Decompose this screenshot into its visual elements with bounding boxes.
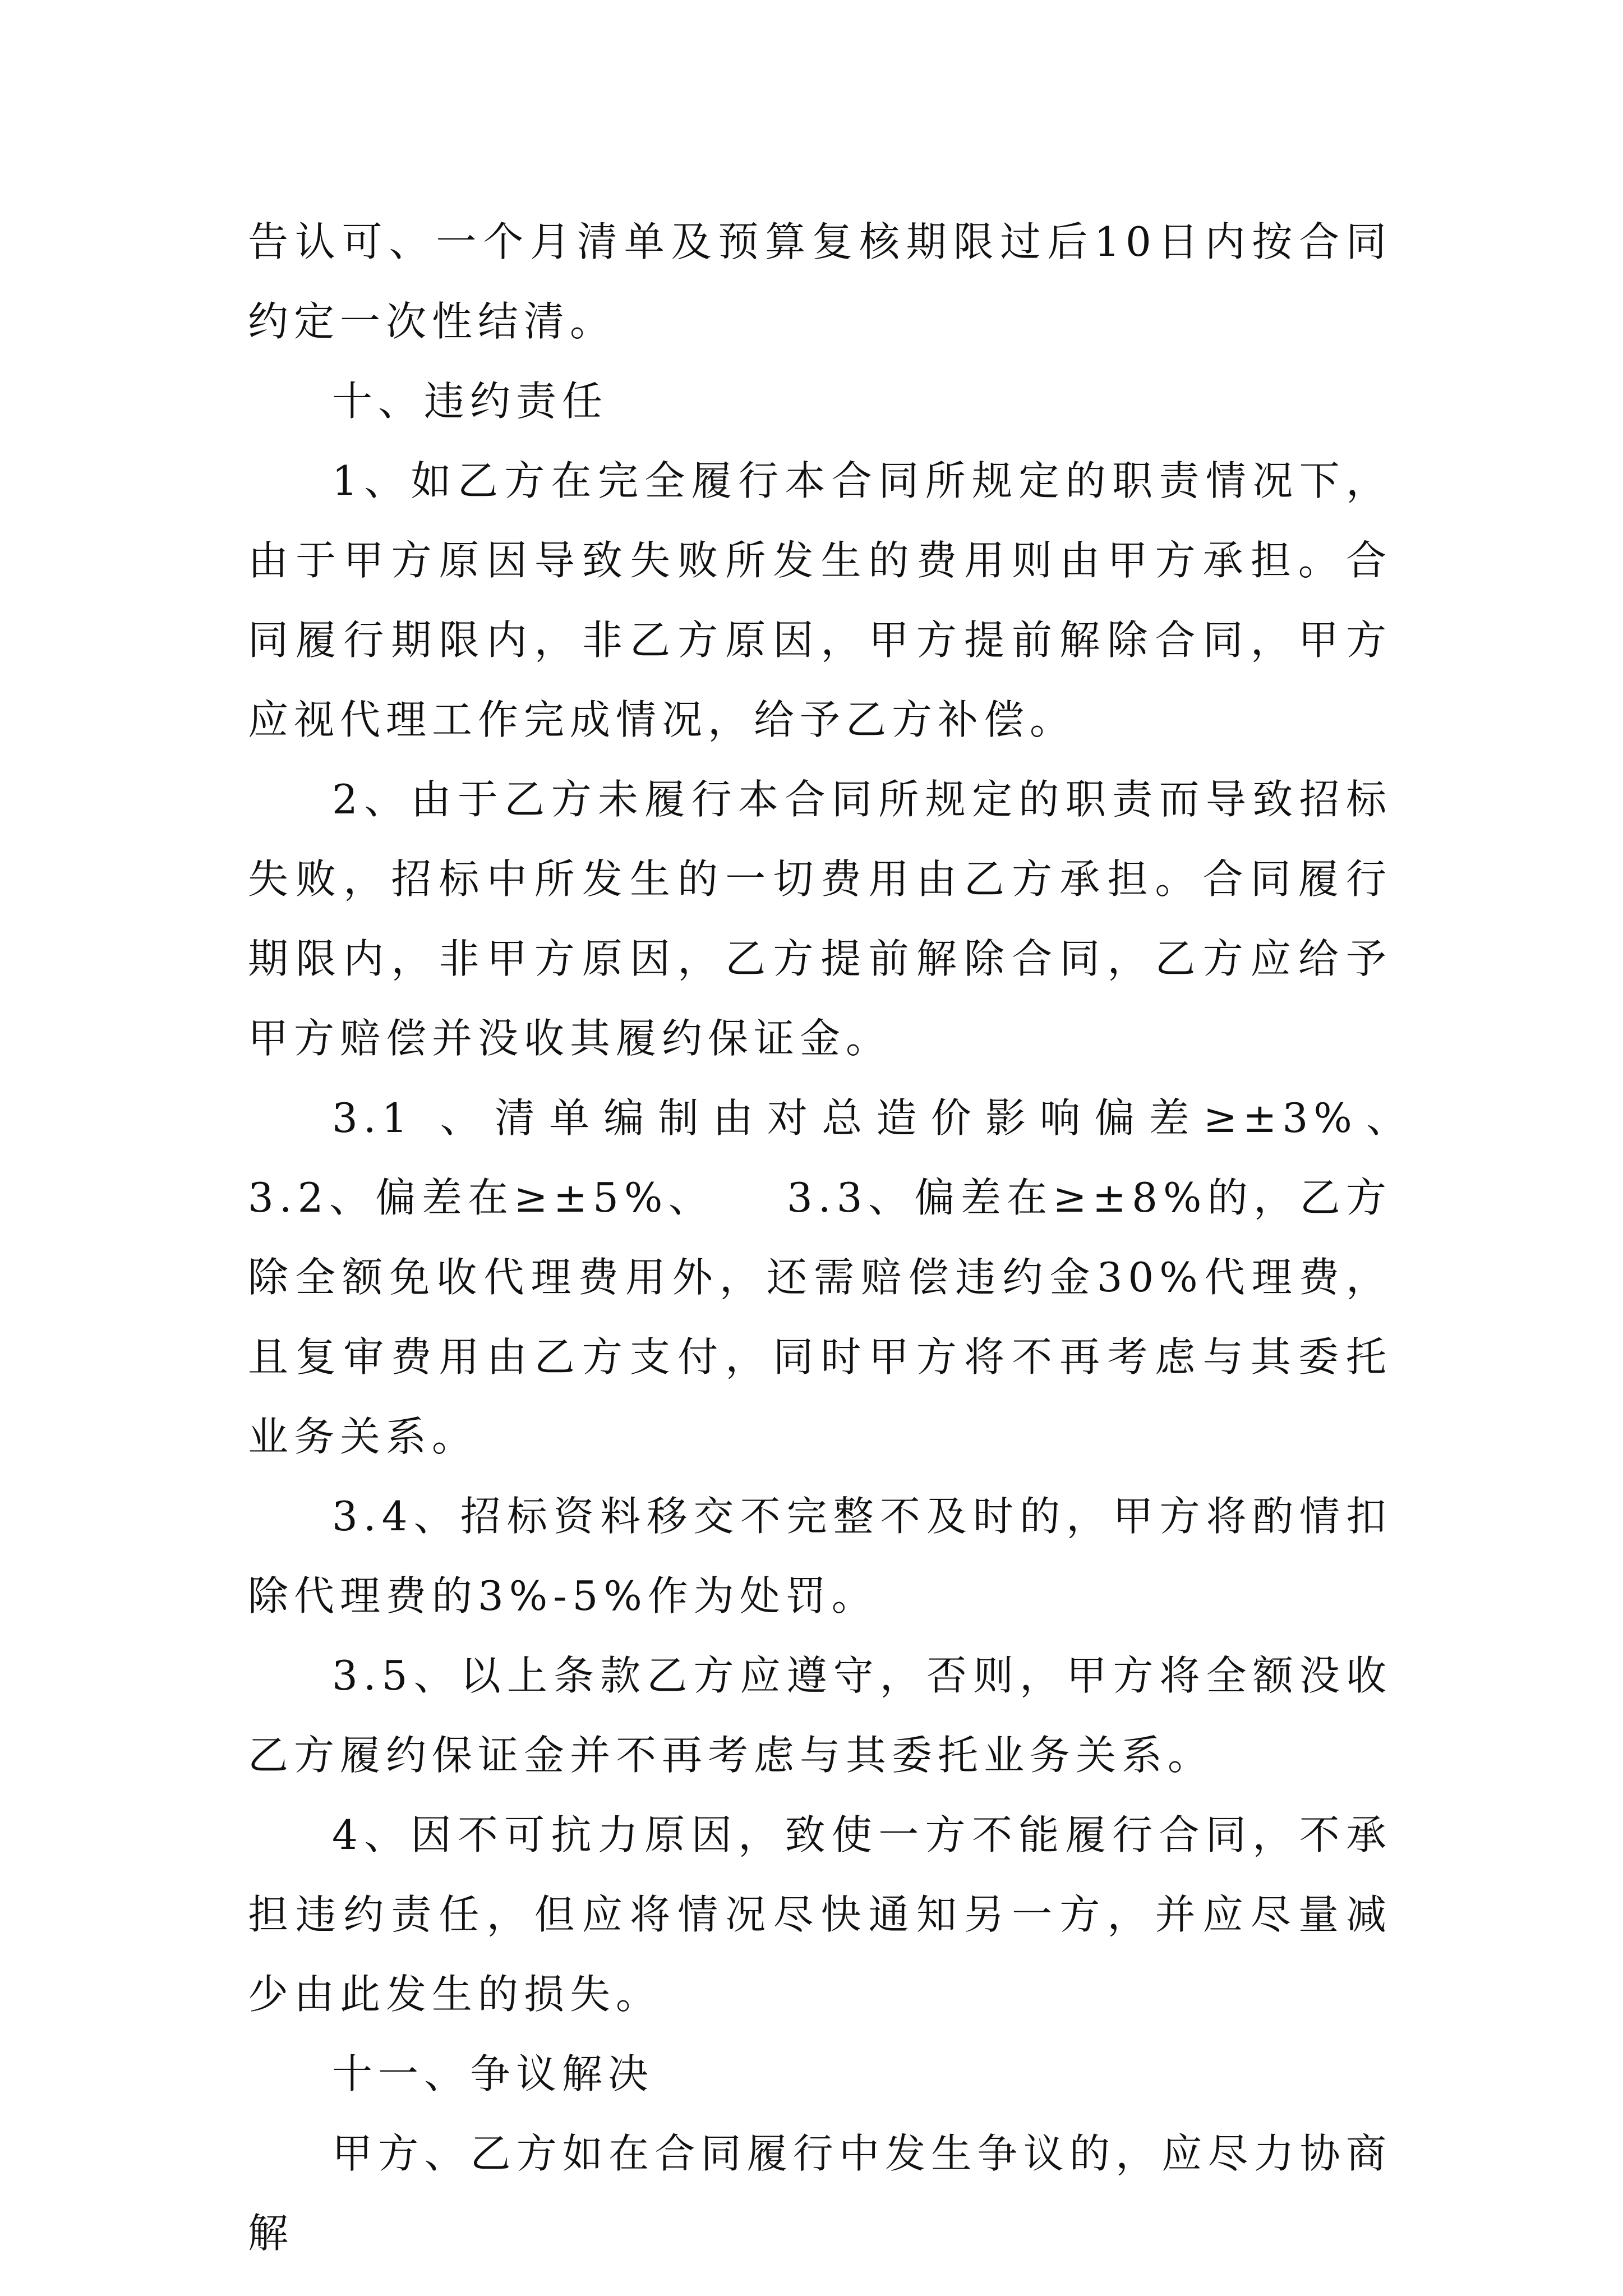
paragraph-clause-4: 4、因不可抗力原因，致使一方不能履行合同，不承担违约责任，但应将情况尽快通知另一方，并应尽量减少由此发生的损失。 (248, 1811, 1392, 2018)
section-heading-dispute-resolution: 十一、争议解决 (332, 2050, 654, 2097)
document-body (248, 202, 1484, 2273)
paragraph-dispute: 甲方、乙方如在合同履行中发生争议的，应尽力协商解 (248, 2130, 1392, 2257)
section-heading-breach-liability: 十、违约责任 (332, 378, 608, 425)
paragraph-clause-3-5: 3.5、以上条款乙方应遵守，否则，甲方将全额没收乙方履约保证金并不再考虑与其委托业务关系。 (248, 1652, 1392, 1779)
paragraph-clause-2: 2、由于乙方未履行本合同所规定的职责而导致招标失败，招标中所发生的一切费用由乙方承担。合同履行期限内，非甲方原因，乙方提前解除合同，乙方应给予甲方赔偿并没收其履约保证金。 (248, 776, 1392, 1062)
paragraph-payment-continuation: 告认可、一个月清单及预算复核期限过后10日内按合同约定一次性结清。 (248, 218, 1392, 345)
paragraph-clause-3-1: 3.1 、清单编制由对总造价影响偏差≥±3%、 3.2、偏差在≥±5%、 3.3、偏差在≥±8%的，乙方除全额免收代理费用外，还需赔偿违约金30%代理费，且复审费用由乙方支付，同时甲方将不再考虑与其委托业务关系。 (248, 1094, 1484, 1460)
paragraph-clause-3-4: 3.4、招标资料移交不完整不及时的，甲方将酌情扣除代理费的3%-5%作为处罚。 (248, 1493, 1392, 1619)
paragraph-clause-1: 1、如乙方在完全履行本合同所规定的职责情况下，由于甲方原因导致失败所发生的费用则由甲方承担。合同履行期限内，非乙方原因，甲方提前解除合同，甲方应视代理工作完成情况，给予乙方补偿。 (248, 457, 1392, 743)
